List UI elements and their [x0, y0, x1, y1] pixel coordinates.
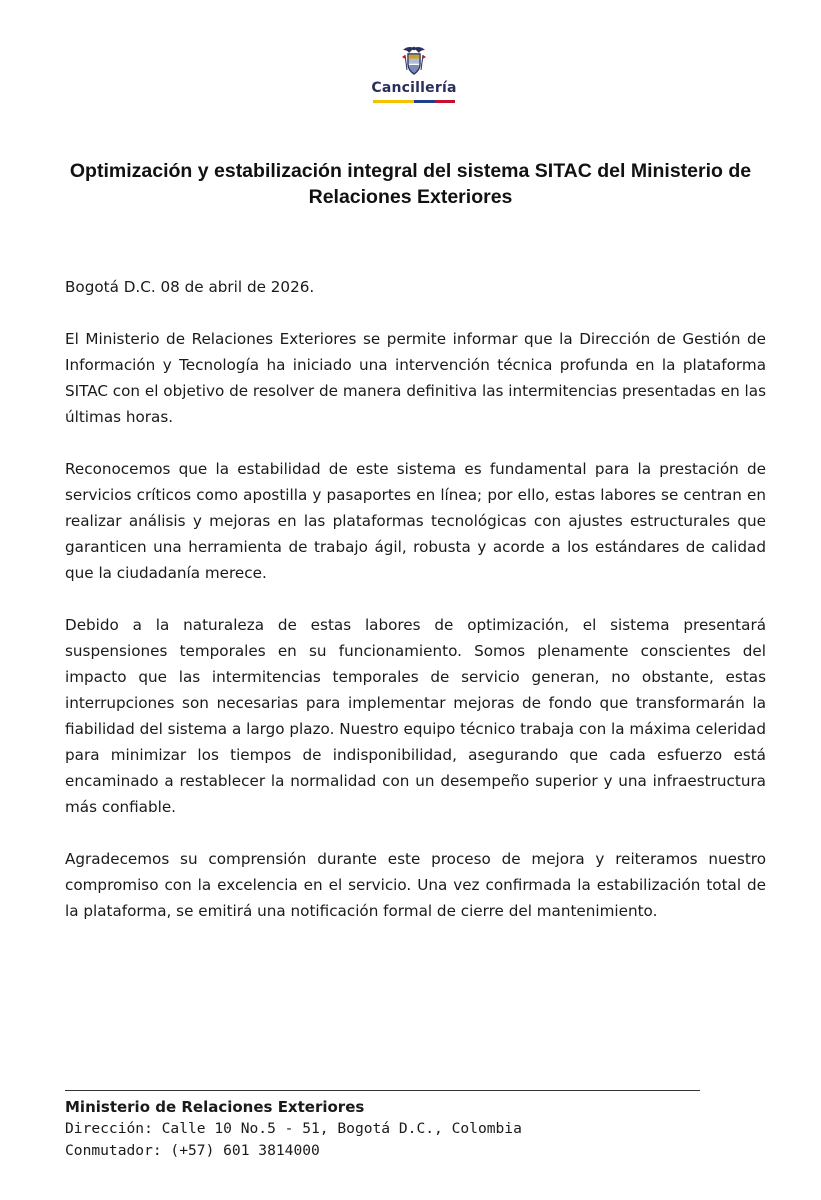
flag-yellow-band	[373, 100, 414, 103]
cancilleria-logo	[366, 44, 462, 103]
document-title: Optimización y estabilización integral del sistema SITAC del Ministerio de Relaciones Exteriores	[69, 160, 752, 208]
date-line: Bogotá D.C. 08 de abril de 2026.	[65, 278, 315, 296]
footer-address: Dirección: Calle 10 No.5 - 51, Bogotá D.C., Colombia	[65, 1120, 522, 1137]
flag-blue-band	[414, 100, 435, 103]
flag-red-band	[435, 100, 456, 103]
footer-divider	[65, 1090, 700, 1091]
footer	[65, 1096, 745, 1162]
footer-organization: Ministerio de Relaciones Exteriores	[65, 1098, 365, 1116]
logo-text: Cancillería	[371, 80, 457, 96]
footer-phone: Conmutador: (+57) 601 3814000	[65, 1142, 320, 1159]
paragraph-3: Debido a la naturaleza de estas labores de optimización, el sistema presentará suspensiones temporales en su funcionamiento. Somos plenamente conscientes del impacto que las intermitencias temporales de servicio generan, no obstante, estas interrupciones son necesarias para implementar mejoras de fondo que transformarán la fiabilidad del sistema a largo plazo. Nuestro equipo técnico trabaja con la máxima celeridad para minimizar los tiempos de indisponibilidad, asegurando que cada esfuerzo está encaminado a restablecer la normalidad con un desempeño superior y una infraestructura más confiable.	[65, 616, 766, 816]
paragraph-1: El Ministerio de Relaciones Exteriores se permite informar que la Dirección de Gestión de Información y Tecnología ha iniciado una intervención técnica profunda en la plataforma SITAC con el objetivo de resolver de manera definitiva las intermitencias presentadas en las últimas horas.	[65, 330, 766, 426]
paragraph-4: Agradecemos su comprensión durante este proceso de mejora y reiteramos nuestro compromiso con la excelencia en el servicio. Una vez confirmada la estabilización total de la plataforma, se emitirá una notificación formal de cierre del mantenimiento.	[65, 850, 766, 920]
colombia-flag-stripe	[373, 100, 455, 103]
colombia-coat-of-arms-icon	[366, 44, 462, 78]
paragraph-2: Reconocemos que la estabilidad de este sistema es fundamental para la prestación de servicios críticos como apostilla y pasaportes en línea; por ello, estas labores se centran en realizar análisis y mejoras en las plataformas tecnológicas con ajustes estructurales que garanticen una herramienta de trabajo ágil, robusta y acorde a los estándares de calidad que la ciudadanía merece.	[65, 460, 766, 582]
document-body	[65, 274, 766, 950]
